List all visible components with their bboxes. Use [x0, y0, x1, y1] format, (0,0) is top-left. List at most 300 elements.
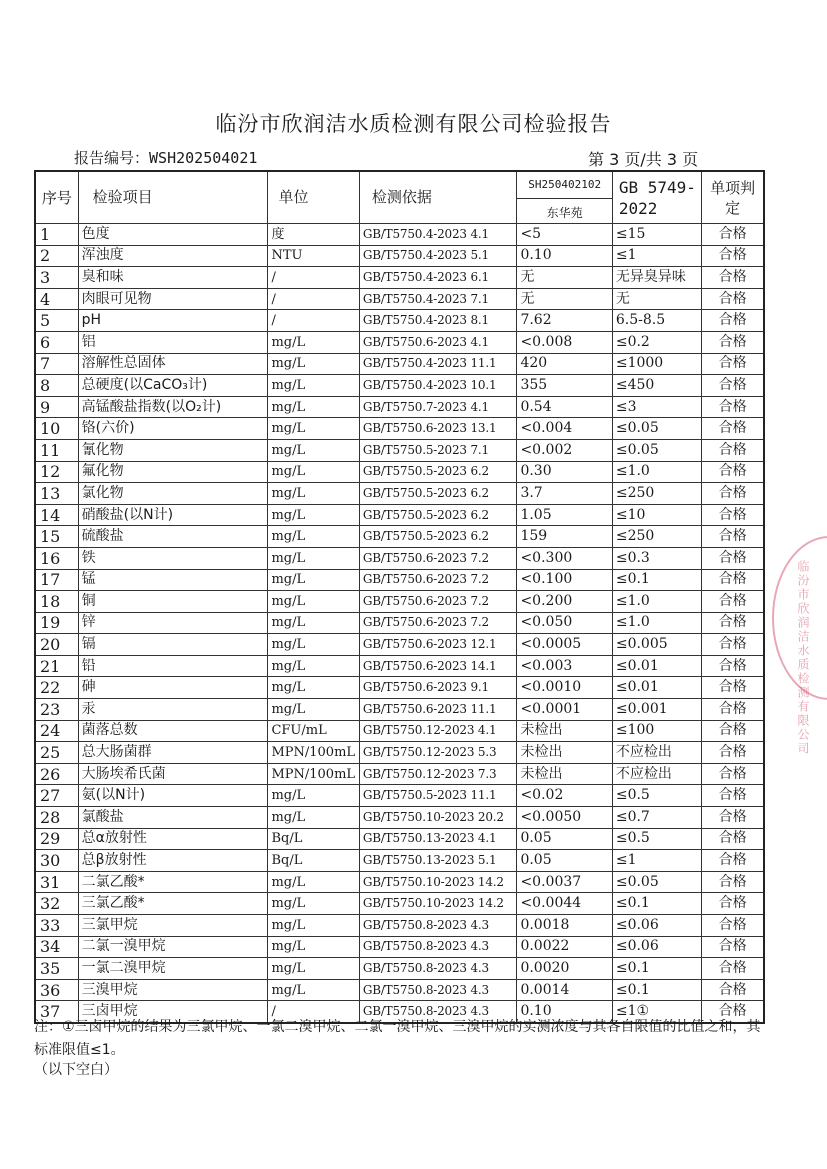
row-item: 砷: [78, 677, 268, 699]
row-number: 14: [35, 504, 78, 526]
row-result: 0.0018: [517, 915, 612, 937]
row-number: 3: [35, 267, 78, 289]
row-verdict: 合格: [702, 526, 764, 548]
row-item: 总β放射性: [78, 850, 268, 872]
row-limit: ≤0.01: [612, 655, 701, 677]
row-item: 一氯二溴甲烷: [78, 958, 268, 980]
row-unit: mg/L: [268, 785, 359, 807]
row-limit: ≤0.05: [612, 871, 701, 893]
table-row: [35, 310, 764, 332]
row-limit: ≤0.001: [612, 699, 701, 721]
row-basis: GB/T5750.8-2023 4.3: [359, 936, 517, 958]
row-unit: /: [268, 310, 359, 332]
row-item: 三氯甲烷: [78, 915, 268, 937]
row-item: 氯酸盐: [78, 807, 268, 829]
row-item: 铬(六价): [78, 418, 268, 440]
report-title: 临汾市欣润洁水质检测有限公司检验报告: [215, 112, 612, 136]
row-unit: mg/L: [268, 526, 359, 548]
row-number: 30: [35, 850, 78, 872]
row-limit: 不应检出: [612, 763, 701, 785]
row-result: 未检出: [517, 720, 612, 742]
row-item: 硝酸盐(以N计): [78, 504, 268, 526]
row-limit: ≤0.3: [612, 547, 701, 569]
row-basis: GB/T5750.6-2023 13.1: [359, 418, 517, 440]
row-basis: GB/T5750.6-2023 7.2: [359, 612, 517, 634]
row-basis: GB/T5750.8-2023 4.3: [359, 915, 517, 937]
row-verdict: 合格: [702, 871, 764, 893]
header-standard: [612, 171, 701, 224]
row-basis: GB/T5750.13-2023 4.1: [359, 828, 517, 850]
row-number: 9: [35, 396, 78, 418]
table-row: [35, 979, 764, 1001]
table-row: [35, 850, 764, 872]
row-result: 无: [517, 288, 612, 310]
row-item: 铁: [78, 547, 268, 569]
row-verdict: 合格: [702, 828, 764, 850]
row-number: 24: [35, 720, 78, 742]
row-verdict: 合格: [702, 504, 764, 526]
row-item: 二氯乙酸*: [78, 871, 268, 893]
row-item: 大肠埃希氏菌: [78, 763, 268, 785]
row-basis: GB/T5750.6-2023 7.2: [359, 547, 517, 569]
row-limit: ≤1①: [612, 1001, 701, 1023]
row-verdict: 合格: [702, 634, 764, 656]
row-result: <0.0037: [517, 871, 612, 893]
row-limit: ≤10: [612, 504, 701, 526]
row-basis: GB/T5750.4-2023 4.1: [359, 224, 517, 246]
row-limit: ≤1000: [612, 353, 701, 375]
row-unit: mg/L: [268, 807, 359, 829]
row-item: 三卤甲烷: [78, 1001, 268, 1023]
row-number: 33: [35, 915, 78, 937]
row-unit: mg/L: [268, 591, 359, 613]
row-result: 355: [517, 375, 612, 397]
row-limit: ≤0.1: [612, 893, 701, 915]
row-limit: ≤3: [612, 396, 701, 418]
row-result: 未检出: [517, 763, 612, 785]
row-unit: mg/L: [268, 915, 359, 937]
row-unit: mg/L: [268, 331, 359, 353]
row-number: 18: [35, 591, 78, 613]
row-basis: GB/T5750.5-2023 11.1: [359, 785, 517, 807]
row-basis: GB/T5750.8-2023 4.3: [359, 958, 517, 980]
table-row: [35, 763, 764, 785]
row-verdict: 合格: [702, 655, 764, 677]
row-unit: mg/L: [268, 439, 359, 461]
sample-name: 东华苑: [546, 206, 583, 220]
row-unit: mg/L: [268, 504, 359, 526]
row-result: <0.200: [517, 591, 612, 613]
row-unit: mg/L: [268, 483, 359, 505]
row-number: 5: [35, 310, 78, 332]
table-row: [35, 331, 764, 353]
row-number: 1: [35, 224, 78, 246]
row-unit: mg/L: [268, 569, 359, 591]
header-unit-text: 单位: [278, 188, 309, 206]
row-verdict: 合格: [702, 439, 764, 461]
row-item: 锌: [78, 612, 268, 634]
row-unit: NTU: [268, 245, 359, 267]
row-basis: GB/T5750.5-2023 6.2: [359, 483, 517, 505]
row-number: 21: [35, 655, 78, 677]
header-basis-text: 检测依据: [371, 188, 432, 206]
row-number: 6: [35, 331, 78, 353]
row-item: 二氯一溴甲烷: [78, 936, 268, 958]
row-unit: mg/L: [268, 871, 359, 893]
row-basis: GB/T5750.12-2023 5.3: [359, 742, 517, 764]
row-verdict: 合格: [702, 915, 764, 937]
results-table: [34, 170, 765, 1024]
row-verdict: 合格: [702, 396, 764, 418]
row-verdict: 合格: [702, 893, 764, 915]
header-verdict: [702, 171, 764, 224]
row-basis: GB/T5750.8-2023 4.3: [359, 1001, 517, 1023]
table-row: [35, 936, 764, 958]
row-verdict: 合格: [702, 267, 764, 289]
row-verdict: 合格: [702, 958, 764, 980]
row-limit: ≤0.05: [612, 418, 701, 440]
row-result: <0.300: [517, 547, 612, 569]
row-limit: 无异臭异味: [612, 267, 701, 289]
row-limit: 6.5-8.5: [612, 310, 701, 332]
row-number: 22: [35, 677, 78, 699]
row-item: 菌落总数: [78, 720, 268, 742]
row-verdict: 合格: [702, 483, 764, 505]
row-verdict: 合格: [702, 591, 764, 613]
row-basis: GB/T5750.4-2023 5.1: [359, 245, 517, 267]
row-number: 25: [35, 742, 78, 764]
row-number: 27: [35, 785, 78, 807]
table-row: [35, 526, 764, 548]
header-verdict-text: 单项判定: [710, 178, 756, 217]
row-unit: mg/L: [268, 893, 359, 915]
row-basis: GB/T5750.6-2023 7.2: [359, 591, 517, 613]
row-unit: mg/L: [268, 699, 359, 721]
table-row: [35, 871, 764, 893]
table-row: [35, 915, 764, 937]
row-verdict: 合格: [702, 1001, 764, 1023]
row-limit: ≤0.06: [612, 936, 701, 958]
row-verdict: 合格: [702, 742, 764, 764]
row-limit: ≤1.0: [612, 612, 701, 634]
footnote: 注：①三卤甲烷的结果为三氯甲烷、一氯二溴甲烷、二氯一溴甲烷、三溴甲烷的实测浓度与其各自限值的比值之和，其标准限值≤1。: [34, 1019, 761, 1058]
row-limit: ≤15: [612, 224, 701, 246]
row-basis: GB/T5750.10-2023 20.2: [359, 807, 517, 829]
row-number: 19: [35, 612, 78, 634]
row-unit: mg/L: [268, 353, 359, 375]
row-limit: ≤1: [612, 850, 701, 872]
row-result: <0.004: [517, 418, 612, 440]
row-number: 37: [35, 1001, 78, 1023]
row-unit: mg/L: [268, 612, 359, 634]
blank-below-note: （以下空白）: [34, 1062, 118, 1078]
row-unit: mg/L: [268, 634, 359, 656]
report-number-value: WSH202504021: [149, 149, 258, 167]
row-result: <5: [517, 224, 612, 246]
table-row: [35, 655, 764, 677]
row-result: 0.10: [517, 245, 612, 267]
table-row: [35, 958, 764, 980]
table-row: [35, 612, 764, 634]
table-row: [35, 591, 764, 613]
row-limit: 不应检出: [612, 742, 701, 764]
row-verdict: 合格: [702, 224, 764, 246]
row-item: 浑浊度: [78, 245, 268, 267]
row-basis: GB/T5750.5-2023 7.1: [359, 439, 517, 461]
row-item: 铅: [78, 655, 268, 677]
row-limit: ≤250: [612, 483, 701, 505]
row-result: 0.05: [517, 850, 612, 872]
row-number: 2: [35, 245, 78, 267]
table-row: [35, 677, 764, 699]
row-limit: ≤0.1: [612, 979, 701, 1001]
row-basis: GB/T5750.4-2023 10.1: [359, 375, 517, 397]
table-row: [35, 288, 764, 310]
row-result: <0.002: [517, 439, 612, 461]
row-verdict: 合格: [702, 331, 764, 353]
row-number: 17: [35, 569, 78, 591]
row-unit: mg/L: [268, 677, 359, 699]
row-verdict: 合格: [702, 353, 764, 375]
row-result: <0.0001: [517, 699, 612, 721]
header-item-text: 检验项目: [92, 188, 153, 206]
row-number: 20: [35, 634, 78, 656]
row-result: 1.05: [517, 504, 612, 526]
row-item: pH: [78, 310, 268, 332]
row-unit: Bq/L: [268, 850, 359, 872]
row-number: 16: [35, 547, 78, 569]
table-row: [35, 461, 764, 483]
row-verdict: 合格: [702, 979, 764, 1001]
row-basis: GB/T5750.4-2023 8.1: [359, 310, 517, 332]
row-verdict: 合格: [702, 763, 764, 785]
row-result: 无: [517, 267, 612, 289]
row-verdict: 合格: [702, 612, 764, 634]
row-basis: GB/T5750.6-2023 11.1: [359, 699, 517, 721]
row-result: <0.100: [517, 569, 612, 591]
row-unit: /: [268, 288, 359, 310]
row-limit: ≤0.05: [612, 439, 701, 461]
row-unit: MPN/100mL: [268, 763, 359, 785]
row-item: 镉: [78, 634, 268, 656]
row-basis: GB/T5750.4-2023 6.1: [359, 267, 517, 289]
row-basis: GB/T5750.7-2023 4.1: [359, 396, 517, 418]
row-number: 8: [35, 375, 78, 397]
row-result: <0.0044: [517, 893, 612, 915]
row-limit: ≤100: [612, 720, 701, 742]
row-item: 总α放射性: [78, 828, 268, 850]
row-verdict: 合格: [702, 569, 764, 591]
table-row: [35, 267, 764, 289]
table-row: [35, 439, 764, 461]
row-result: 未检出: [517, 742, 612, 764]
row-basis: GB/T5750.6-2023 12.1: [359, 634, 517, 656]
row-limit: ≤0.01: [612, 677, 701, 699]
row-number: 34: [35, 936, 78, 958]
sample-id: SH250402102: [517, 172, 611, 199]
row-result: 420: [517, 353, 612, 375]
row-result: <0.050: [517, 612, 612, 634]
row-unit: mg/L: [268, 979, 359, 1001]
row-number: 23: [35, 699, 78, 721]
header-sample: [517, 171, 612, 224]
row-number: 35: [35, 958, 78, 980]
row-limit: ≤0.5: [612, 828, 701, 850]
table-row: [35, 893, 764, 915]
row-unit: mg/L: [268, 375, 359, 397]
table-row: [35, 483, 764, 505]
row-basis: GB/T5750.5-2023 6.2: [359, 504, 517, 526]
table-row: [35, 828, 764, 850]
row-item: 溶解性总固体: [78, 353, 268, 375]
row-number: 13: [35, 483, 78, 505]
row-limit: ≤1: [612, 245, 701, 267]
row-basis: GB/T5750.10-2023 14.2: [359, 893, 517, 915]
row-item: 氨(以N计): [78, 785, 268, 807]
row-limit: 无: [612, 288, 701, 310]
row-unit: /: [268, 267, 359, 289]
row-unit: Bq/L: [268, 828, 359, 850]
row-result: 0.05: [517, 828, 612, 850]
row-number: 32: [35, 893, 78, 915]
row-result: 0.0014: [517, 979, 612, 1001]
row-verdict: 合格: [702, 245, 764, 267]
row-number: 28: [35, 807, 78, 829]
row-result: 0.54: [517, 396, 612, 418]
table-row: [35, 418, 764, 440]
row-limit: ≤0.1: [612, 569, 701, 591]
row-unit: CFU/mL: [268, 720, 359, 742]
row-verdict: 合格: [702, 288, 764, 310]
row-result: <0.003: [517, 655, 612, 677]
table-row: [35, 396, 764, 418]
row-basis: GB/T5750.6-2023 4.1: [359, 331, 517, 353]
row-item: 氰化物: [78, 439, 268, 461]
row-verdict: 合格: [702, 699, 764, 721]
row-verdict: 合格: [702, 850, 764, 872]
row-result: 159: [517, 526, 612, 548]
row-unit: /: [268, 1001, 359, 1023]
row-result: <0.0005: [517, 634, 612, 656]
row-basis: GB/T5750.4-2023 7.1: [359, 288, 517, 310]
table-row: [35, 699, 764, 721]
row-number: 4: [35, 288, 78, 310]
row-item: 高锰酸盐指数(以O₂计): [78, 396, 268, 418]
header-no: [35, 171, 78, 224]
row-item: 硫酸盐: [78, 526, 268, 548]
row-result: 0.0022: [517, 936, 612, 958]
row-basis: GB/T5750.8-2023 4.3: [359, 979, 517, 1001]
row-verdict: 合格: [702, 677, 764, 699]
row-item: 氯化物: [78, 483, 268, 505]
row-result: 0.10: [517, 1001, 612, 1023]
row-number: 26: [35, 763, 78, 785]
row-number: 12: [35, 461, 78, 483]
header-item: [78, 171, 268, 224]
report-number-label: 报告编号：: [74, 149, 150, 167]
report-number: [74, 147, 257, 168]
row-unit: MPN/100mL: [268, 742, 359, 764]
row-basis: GB/T5750.12-2023 7.3: [359, 763, 517, 785]
row-number: 7: [35, 353, 78, 375]
row-result: 0.0020: [517, 958, 612, 980]
row-number: 11: [35, 439, 78, 461]
row-unit: mg/L: [268, 936, 359, 958]
table-row: [35, 504, 764, 526]
row-limit: ≤0.1: [612, 958, 701, 980]
header-no-text: 序号: [41, 188, 72, 207]
row-unit: mg/L: [268, 396, 359, 418]
row-number: 29: [35, 828, 78, 850]
row-item: 铜: [78, 591, 268, 613]
row-basis: GB/T5750.13-2023 5.1: [359, 850, 517, 872]
row-verdict: 合格: [702, 375, 764, 397]
row-basis: GB/T5750.10-2023 14.2: [359, 871, 517, 893]
row-result: 3.7: [517, 483, 612, 505]
row-unit: mg/L: [268, 958, 359, 980]
table-row: [35, 224, 764, 246]
header-basis: [359, 171, 517, 224]
row-basis: GB/T5750.6-2023 9.1: [359, 677, 517, 699]
row-basis: GB/T5750.5-2023 6.2: [359, 461, 517, 483]
table-row: [35, 245, 764, 267]
row-item: 臭和味: [78, 267, 268, 289]
row-basis: GB/T5750.6-2023 7.2: [359, 569, 517, 591]
row-verdict: 合格: [702, 310, 764, 332]
table-row: [35, 353, 764, 375]
row-basis: GB/T5750.4-2023 11.1: [359, 353, 517, 375]
table-row: [35, 569, 764, 591]
row-result: 7.62: [517, 310, 612, 332]
row-number: 10: [35, 418, 78, 440]
row-limit: ≤0.5: [612, 785, 701, 807]
row-item: 铝: [78, 331, 268, 353]
row-unit: mg/L: [268, 418, 359, 440]
row-result: <0.008: [517, 331, 612, 353]
row-item: 氟化物: [78, 461, 268, 483]
table-row: [35, 375, 764, 397]
row-item: 总大肠菌群: [78, 742, 268, 764]
row-unit: mg/L: [268, 461, 359, 483]
official-seal-text: 临汾市欣润洁水质检测有限公司: [796, 560, 810, 756]
row-item: 三氯乙酸*: [78, 893, 268, 915]
row-item: 总硬度(以CaCO₃计): [78, 375, 268, 397]
table-row: [35, 807, 764, 829]
row-result: <0.0050: [517, 807, 612, 829]
row-limit: ≤450: [612, 375, 701, 397]
row-limit: ≤0.7: [612, 807, 701, 829]
row-limit: ≤250: [612, 526, 701, 548]
row-basis: GB/T5750.12-2023 4.1: [359, 720, 517, 742]
row-number: 31: [35, 871, 78, 893]
row-item: 色度: [78, 224, 268, 246]
row-unit: mg/L: [268, 547, 359, 569]
row-limit: ≤1.0: [612, 461, 701, 483]
table-row: [35, 785, 764, 807]
row-verdict: 合格: [702, 785, 764, 807]
table-row: [35, 720, 764, 742]
row-result: <0.02: [517, 785, 612, 807]
table-row: [35, 634, 764, 656]
row-verdict: 合格: [702, 461, 764, 483]
row-limit: ≤1.0: [612, 591, 701, 613]
row-item: 肉眼可见物: [78, 288, 268, 310]
row-verdict: 合格: [702, 807, 764, 829]
page-indicator: 第 3 页/共 3 页: [588, 150, 699, 169]
row-basis: GB/T5750.6-2023 14.1: [359, 655, 517, 677]
row-result: <0.0010: [517, 677, 612, 699]
row-number: 36: [35, 979, 78, 1001]
